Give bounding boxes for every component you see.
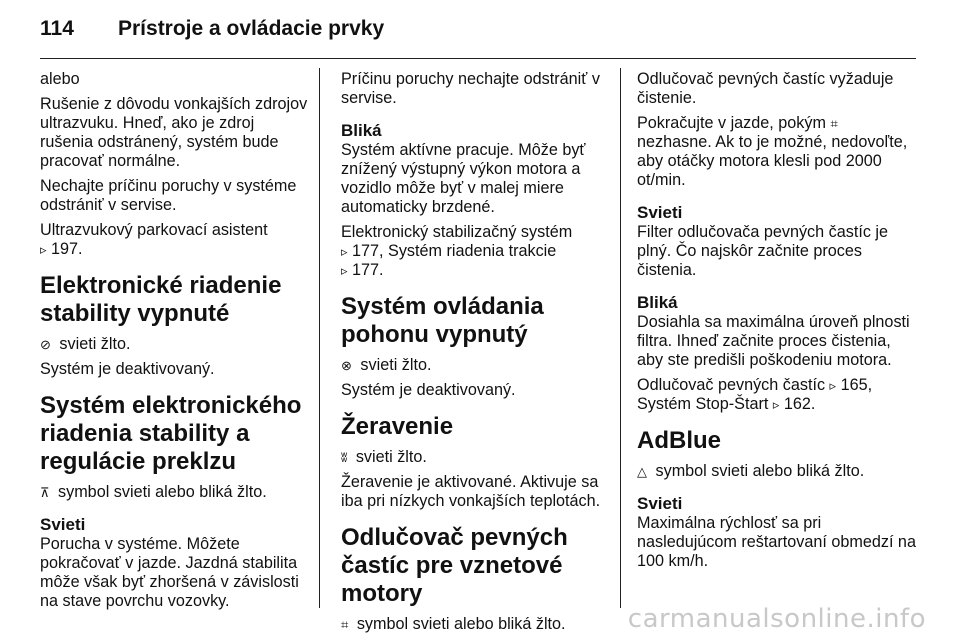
reference-arrow-icon[interactable]: ▹: [341, 263, 348, 278]
paragraph: Filter odlučovača pevných častíc je plný. Čo najskôr začnite proces čistenia.: [637, 223, 889, 279]
esc-off-icon: ⊘: [40, 337, 51, 352]
paragraph-text: symbol svieti alebo bliká žlto.: [58, 483, 267, 501]
paragraph: Systém je deaktivovaný.: [40, 360, 215, 378]
section-heading: Odlučovač pevných častíc pre vznetové motory: [341, 524, 568, 607]
paragraph: [637, 376, 917, 414]
section-heading: Systém ovládania pohonu vypnutý: [341, 293, 544, 348]
paragraph: Príčinu poruchy nechajte odstrániť v servise.: [341, 70, 600, 107]
paragraph-text: svieti žlto.: [59, 335, 131, 353]
subheading: Bliká: [637, 293, 678, 312]
subheading: Bliká: [341, 121, 382, 140]
esc-icon: ⊼: [40, 485, 50, 500]
column-1: [40, 70, 310, 617]
adblue-icon: △: [637, 464, 647, 479]
page-reference[interactable]: 197.: [51, 240, 83, 258]
glow-plug-icon: ʬ: [341, 450, 348, 465]
reference-arrow-icon[interactable]: ▹: [829, 378, 837, 393]
column-divider: [620, 68, 621, 608]
paragraph: [40, 483, 310, 502]
section-heading: Systém elektronického riadenia stability a regulácie preklzu: [40, 392, 302, 475]
paragraph: [341, 223, 609, 280]
paragraph: alebo: [40, 70, 80, 88]
paragraph: [341, 448, 609, 467]
subheading: Svieti: [637, 203, 683, 222]
paragraph: [341, 615, 609, 634]
paragraph-text: svieti žlto.: [355, 448, 427, 466]
paragraph: [637, 114, 917, 190]
paragraph: [40, 335, 310, 354]
section-heading: AdBlue: [637, 427, 721, 454]
page-title: Prístroje a ovládacie prvky: [118, 17, 385, 40]
column-divider: [319, 68, 320, 608]
paragraph: [40, 221, 310, 259]
reference-arrow-icon[interactable]: ▹: [40, 242, 47, 257]
page-reference[interactable]: 177.: [352, 261, 384, 279]
section-heading: Elektronické riadenie stability vypnuté: [40, 272, 282, 327]
page-reference[interactable]: 165,: [840, 376, 873, 394]
subheading: Svieti: [40, 515, 86, 534]
paragraph-text: Ultrazvukový parkovací asistent: [40, 221, 268, 239]
paragraph-text: Pokračujte v jazde, pokým: [637, 114, 826, 132]
traction-control-off-icon: ⊗: [341, 358, 352, 373]
reference-arrow-icon[interactable]: ▹: [341, 244, 348, 259]
paragraph: Odlučovač pevných častíc vyžaduje čistenie.: [637, 70, 894, 107]
paragraph-text: symbol svieti alebo bliká žlto.: [655, 462, 865, 480]
header-rule: [40, 58, 916, 59]
paragraph: Žeravenie je aktivované. Aktivuje sa iba pri nízkych vonkajších teplotách.: [341, 473, 601, 510]
paragraph-text: nezhasne. Ak to je možné, nedovoľte, aby otáčky motora klesli pod 2000 ot/min.: [637, 133, 908, 189]
page-reference[interactable]: 162.: [783, 395, 816, 413]
page-reference[interactable]: 177, Systém riadenia trakcie: [352, 242, 557, 260]
paragraph: Porucha v systéme. Môžete pokračovať v jazde. Jazdná stabilita môže však byť zhoršená v závislosti na stave povrchu vozovky.: [40, 535, 299, 610]
subheading: Svieti: [637, 494, 683, 513]
particle-filter-icon: ⌗: [830, 116, 838, 131]
page-number: 114: [40, 17, 74, 40]
paragraph: Rušenie z dôvodu vonkajších zdrojov ultrazvuku. Hneď, ako je zdroj rušenia odstránený, systém bude pracovať normálne.: [40, 95, 308, 170]
section-heading: Žeravenie: [341, 413, 454, 440]
paragraph: Systém aktívne pracuje. Môže byť znížený výstupný výkon motora a vozidlo môže byť v malej miere automaticky brzdené.: [341, 141, 586, 216]
reference-arrow-icon[interactable]: ▹: [772, 397, 780, 412]
particle-filter-icon: ⌗: [341, 617, 349, 632]
paragraph: [637, 462, 917, 481]
column-2: [341, 70, 609, 640]
column-3: [637, 70, 917, 577]
paragraph-text: Elektronický stabilizačný systém: [341, 223, 573, 241]
paragraph: Dosiahla sa maximálna úroveň plnosti filtra. Ihneď začnite proces čistenia, aby ste predišli poškodeniu motora.: [637, 313, 910, 369]
paragraph-text: svieti žlto.: [360, 356, 432, 374]
paragraph: [341, 356, 609, 375]
paragraph-text: Systém Stop-Štart: [637, 395, 769, 413]
paragraph: Nechajte príčinu poruchy v systéme odstrániť v servise.: [40, 177, 297, 214]
paragraph-text: symbol svieti alebo bliká žlto.: [356, 615, 566, 633]
page-header: [40, 8, 384, 50]
paragraph: Systém je deaktivovaný.: [341, 381, 516, 399]
paragraph: Maximálna rýchlosť sa pri nasledujúcom reštartovaní obmedzí na 100 km/h.: [637, 514, 916, 570]
watermark: carmanualsonline.info: [627, 604, 926, 634]
paragraph-text: Odlučovač pevných častíc: [637, 376, 826, 394]
